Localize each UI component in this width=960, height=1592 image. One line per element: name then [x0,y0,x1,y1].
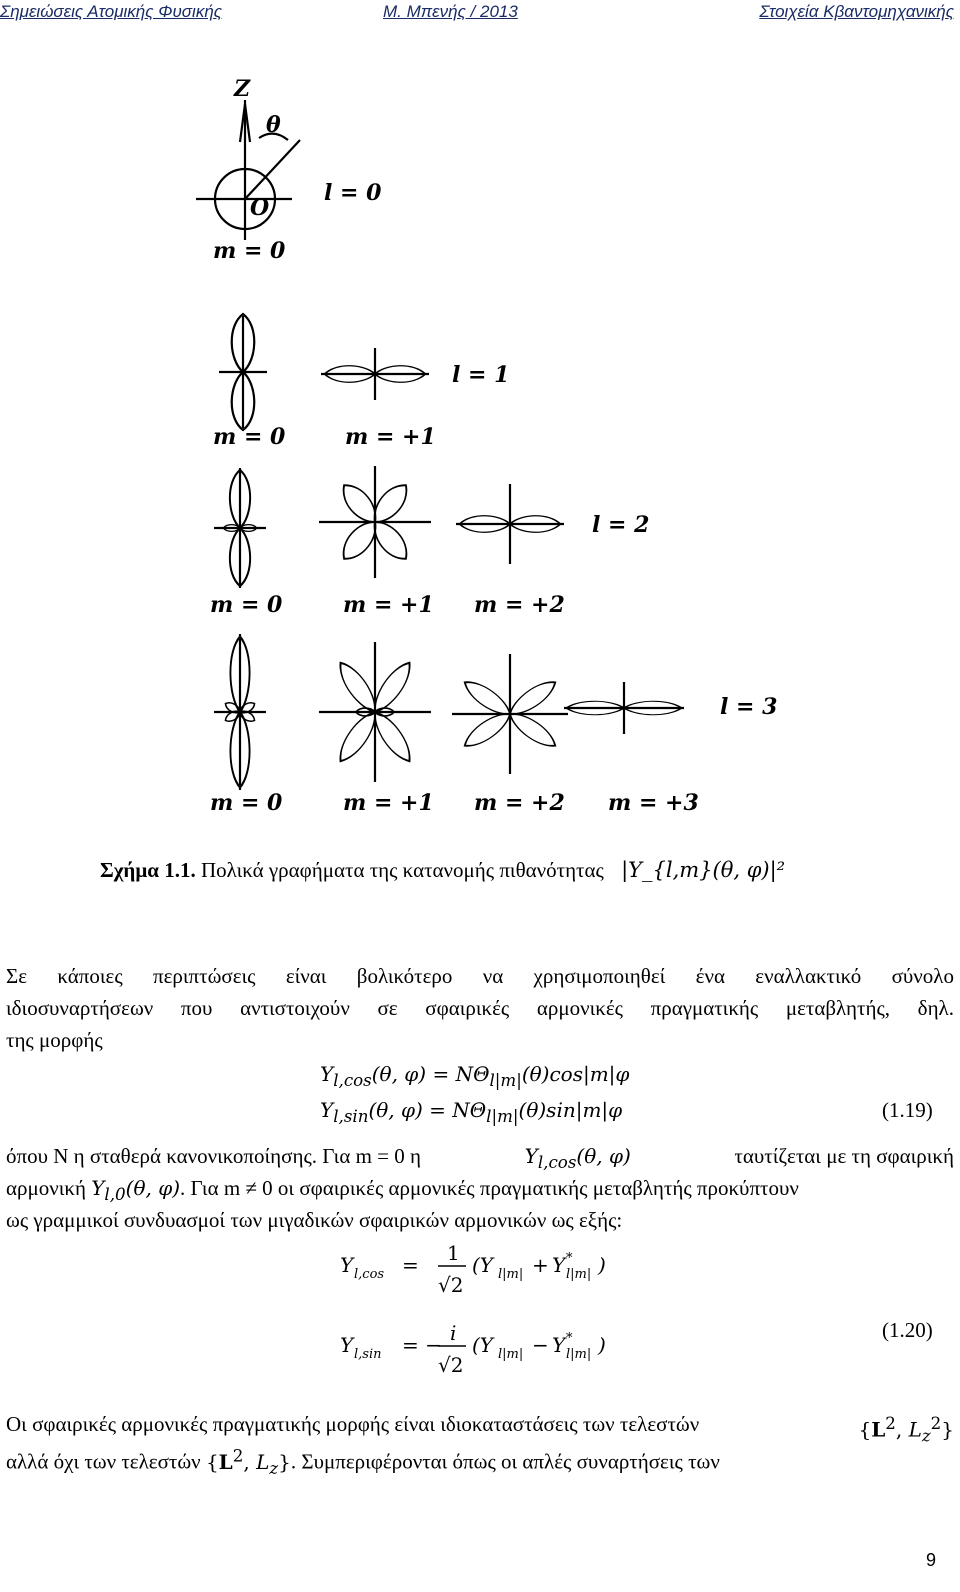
label-l3-m2: m = +2 [474,790,565,816]
plot-l2-m1 [319,466,431,578]
paragraph-2-line-1: όπου Ν η σταθερά κανονικοποίησης. Για m = 0 η $Y_{l,cos}(\theta$, φ) ταυτίζεται με τη σφαιρική [6,1144,954,1172]
label-l2-m0: m = 0 [210,592,283,618]
equation-1-20 [340,1240,660,1390]
plot-l3-m2 [452,654,568,774]
label-l2-m2: m = +2 [474,592,565,618]
svg-text:*: * [566,1251,573,1266]
equation-ycos: $Y_{l,cos}(\theta$, $\varphi) = N\Theta_{l|m|}(\theta)\cos|m|\varphi$ [320,1062,630,1090]
svg-text:+: + [532,1253,549,1277]
svg-text:i: i [450,1321,457,1345]
paragraph-2-line-2: αρμονική $Y_{l,0}(\theta$, φ). Για m ≠ 0 οι σφαιρικές αρμονικές πραγματικής μεταβλητής προκύπτουν [6,1176,799,1204]
svg-text:l|m|: l|m| [498,1267,524,1282]
svg-text:1: 1 [447,1241,460,1265]
svg-text:l,cos: l,cos [354,1267,385,1282]
plot-l3-m0 [214,634,266,790]
header-right: Στοιχεία Κβαντομηχανικής [759,2,954,21]
svg-text:Y: Y [552,1253,566,1277]
svg-text:Y: Y [340,1333,354,1357]
equation-number-1-19: (1.19) [882,1098,933,1122]
svg-text:l|m|: l|m| [566,1267,592,1282]
paragraph-1-line-1: Σε κάποιες περιπτώσεις είναι βολικότερο να χρησιμοποιηθεί ένα εναλλακτικό σύνολο [6,964,954,988]
plot-l1-m1 [321,348,429,400]
caption-label: Σχήμα 1.1. [100,858,196,882]
svg-text:=: = [402,1253,419,1277]
paragraph-2-line-3: ως γραμμικοί συνδυασμοί των μιγαδικών σφαιρικών αρμονικών ως εξής: [6,1208,623,1232]
label-l3: l = 3 [720,694,778,720]
header-left: Σημειώσεις Ατομικής Φυσικής [0,2,223,21]
paragraph-1-line-3: της μορφής [6,1028,103,1052]
header-center: Μ. Μπενής / 2013 [383,2,518,21]
paragraph-1-line-2: ιδιοσυναρτήσεων που αντιστοιχούν σε σφαιρικές αρμονικές πραγματικής μεταβλητής, δηλ. [6,996,954,1020]
figure-caption [100,858,785,883]
svg-text:l|m|: l|m| [498,1347,524,1362]
caption-text: Πολικά γραφήματα της κατανομής πιθανότητας [200,858,604,882]
plot-l0-m0 [196,100,300,240]
plot-l3-m3 [564,682,684,734]
label-l1: l = 1 [452,362,510,388]
svg-text:(Y: (Y [472,1333,494,1357]
label-l0-m0: m = 0 [213,238,286,264]
plot-l3-m1 [319,642,431,782]
svg-text:l,sin: l,sin [354,1347,382,1362]
page-number: 9 [925,1550,936,1570]
svg-text:(Y: (Y [472,1253,494,1277]
label-l3-m3: m = +3 [608,790,699,816]
label-l1-m0: m = 0 [213,424,286,450]
label-l2: l = 2 [592,512,650,538]
label-l1-m1: m = +1 [345,424,436,450]
plot-l1-m0 [219,314,267,430]
caption-formula: |Y_{l,m}(θ, φ)|² [621,858,786,882]
svg-text:√2: √2 [438,1273,464,1297]
label-l3-m0: m = 0 [210,790,283,816]
equation-number-1-20: (1.20) [882,1318,933,1342]
svg-text:Y: Y [552,1333,566,1357]
svg-text:): ) [598,1333,606,1357]
svg-text:√2: √2 [438,1353,464,1377]
svg-text:−: − [532,1333,549,1357]
plot-l2-m0 [214,468,266,588]
svg-text:*: * [566,1331,573,1346]
svg-text:= −: = − [402,1333,442,1357]
label-l2-m1: m = +1 [343,592,434,618]
theta-label: θ [266,112,281,138]
paragraph-3-line-2: αλλά όχι των τελεστών {$L^2$, $L_z$}. Συμπεριφέρονται όπως οι απλές συναρτήσεις των [6,1446,720,1478]
axis-z-label: Z [234,76,251,102]
origin-label: O [250,195,270,221]
plot-l2-m2 [456,484,564,564]
label-l0: l = 0 [324,180,382,206]
equation-ysin: $Y_{l,sin}(\theta$, $\varphi) = N\Theta_{l|m|}(\theta)\sin|m|\varphi$ [320,1098,623,1126]
svg-text:Y: Y [340,1253,354,1277]
paragraph-3-line-1: Οι σφαιρικές αρμονικές πραγματικής μορφής είναι ιδιοκαταστάσεις των τελεστών {$L^2$, $L_z^2$} [6,1412,954,1446]
svg-text:): ) [598,1253,606,1277]
label-l3-m1: m = +1 [343,790,434,816]
svg-text:l|m|: l|m| [566,1347,592,1362]
